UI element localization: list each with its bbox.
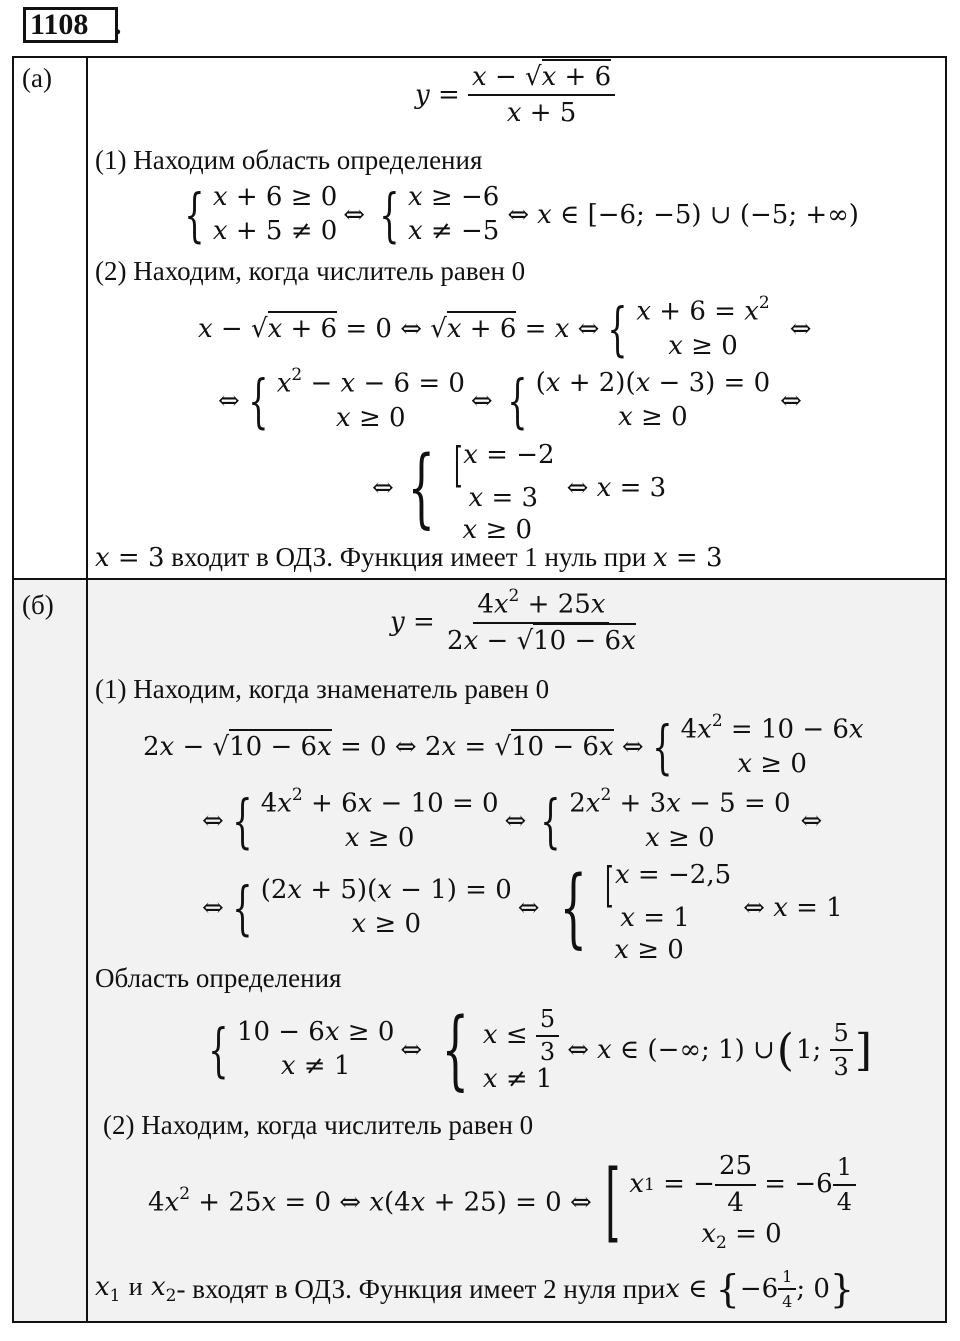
part-b-step1-title: (1) Находим, когда знаменатель равен 0 [95,674,550,704]
part-b-step2-math: $4x^2 + 25x = 0$ ⇔ x(4x + 25) = 0 ⇔ [ x 1 = − $\frac{25}{4}$ = −6 $\frac{1}{4}$ $x_2 = 0$ [148,1148,856,1256]
part-a-conclusion-prefix: x = 3 [95,543,165,573]
part-b-conclusion-prefix: $x_1$ и $x_2$ [95,1271,177,1307]
part-b-step1-line2: ⇔ { $4x^2 + 6x - 10 = 0$ x ≥ 0 ⇔ { $2x^2 + 3x - 5 = 0$ x ≥ 0 ⇔ [202,785,823,855]
part-b-label: (б) [22,590,54,620]
part-a-conclusion-suffix: x = 3 [652,543,723,573]
part-b-conclusion-suffix: x ∈ { −6 $\frac{1}{4}$ ; 0 } [665,1267,855,1311]
part-b-step1-line3: ⇔ { (2x + 5)(x − 1) = 0 x ≥ 0 ⇔ { [ x = −2,5 x = 1 x ≥ 0 ⇔ x = 1 [202,856,843,965]
part-b-step1-line1: 2x − √10 − 6x = 0 ⇔ 2x = √10 − 6x ⇔ { $4x^2 = 10 - 6x$ x ≥ 0 [143,711,864,781]
part-a-step2-line2: ⇔ { $x^2 - x - 6 = 0$ x ≥ 0 ⇔ { (x + 2)(x − 3) = 0 x ≥ 0 ⇔ [218,365,802,435]
part-a-step2-title: (2) Находим, когда числитель равен 0 [95,256,526,286]
problem-number: 1108 [30,8,89,41]
part-a-conclusion-text: входит в ОДЗ. Функция имеет 1 нуль при [164,542,653,572]
part-b-conclusion-text: - входят в ОДЗ. Функция имеет 2 нуля при [176,1273,666,1304]
part-b-domain-title: Область определения [95,963,342,993]
part-b-conclusion [95,1264,854,1314]
row-divider [12,578,947,580]
part-a-conclusion [95,542,722,573]
column-divider [86,56,88,1323]
part-b-domain-system: { 10 − 6x ≥ 0 x ≠ 1 ⇔ { x ≤ $\frac{5}{3}$ x ≠ 1 ⇔ x ∈ (−∞; 1) ∪ ( 1; $\frac{5}{3}$ ] [208,1000,872,1100]
part-a-label: (а) [22,63,52,93]
part-b-step2-title: (2) Находим, когда числитель равен 0 [103,1110,534,1140]
problem-number-dot: . [114,8,122,41]
part-a-domain-system: { x + 6 ≥ 0 x + 5 ≠ 0 ⇔ { x ≥ −6 x ≠ −5 ⇔ x ∈ [−6; −5) ∪ (−5; +∞) [184,181,859,249]
part-a-step2-line1: x − √x + 6 = 0 ⇔ √x + 6 = x ⇔ { $x + 6 = x^2$ x ≥ 0 ⇔ [198,293,812,363]
part-a-step1-title: (1) Находим область определения [95,145,483,175]
part-a-step2-line3: ⇔ { [ x = −2 x = 3 x ≥ 0 ⇔ x = 3 [372,436,667,545]
part-a-formula: y = $\frac{x - √x + 6}{x + 5}$ [415,62,615,128]
part-b-formula: y = $\frac{4x^2 + 25x}{2x - √10 - 6x}$ [390,586,636,656]
